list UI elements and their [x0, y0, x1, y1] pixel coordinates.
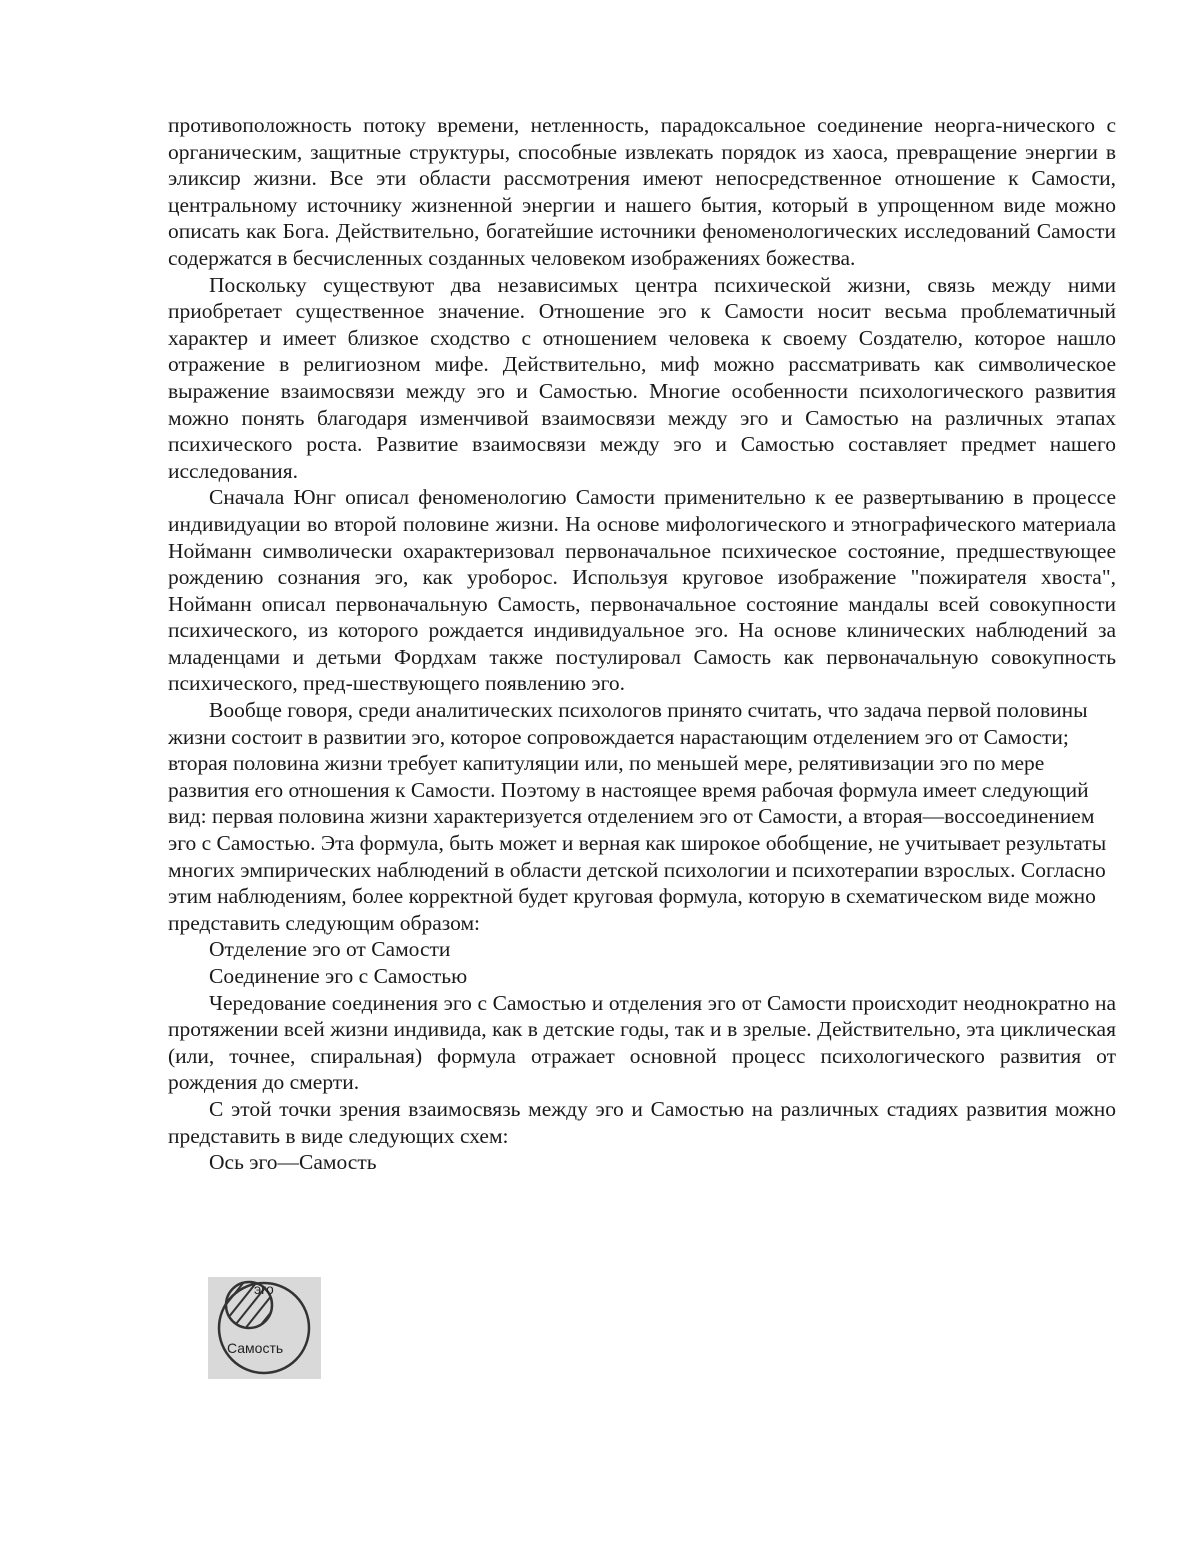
formula-line-union: Соединение эго с Самостью	[209, 964, 468, 988]
paragraph-6: С этой точки зрения взаимосвязь между эго и Самостью на различных стадиях развития можно представить в виде следующих схем:	[168, 1096, 1116, 1148]
paragraph-3: Сначала Юнг описал феноменологию Самости применительно к ее развертыванию в процессе индивидуации во второй половине жизни. На основе мифологического и этнографического материала Нойманн символически охарактеризовал первоначальное психическое состояние, предшествующее рождению сознания эго, как уроборос. Используя круговое изображение "пожирателя хвоста", Нойманн описал первоначальную Самость, первоначальное состояние мандалы всей совокупности психического, из которого рождается индивидуальное эго. На основе клинических наблюдений за младенцами и детьми Фордхам также постулировал Самость как первоначальную совокупность психического, пред-шествующего появлению эго.	[168, 485, 1116, 696]
paragraph-4: Вообще говоря, среди аналитических психологов принято считать, что задача первой половины жизни состоит в развитии эго, которое сопровождается нарастающим отделением эго от Самости; вторая половина жизни требует капитуляции или, по меньшей мере, релятивизации эго по мере развития его отношения к Самости. Поэтому в настоящее время рабочая формула имеет следующий вид: первая половина жизни характеризуется отделением эго от Самости, а вторая—воссоединением эго с Самостью. Эта формула, быть может и верная как широкое обобщение, не учитывает результаты многих эмпирических наблюдений в области детской психологии и психотерапии взрослых. Согласно этим наблюдениям, более корректной будет круговая формула, которую в схематическом виде можно представить следующим образом:	[168, 698, 1107, 935]
self-label: Самость	[227, 1340, 284, 1356]
ego-self-diagram-svg	[208, 1277, 321, 1379]
formula-line-separation: Отделение эго от Самости	[209, 937, 451, 962]
ego-self-diagram	[208, 1277, 321, 1379]
ego-label: эго	[254, 1281, 274, 1297]
paragraph-1: противоположность потоку времени, нетленность, парадоксальное соединение неорга-нического с органическим, защитные структуры, способные извлекать порядок из хаоса, превращение энергии в эликсир жизни. Все эти области рассмотрения имеют непосредственное отношение к Самости, центральному источнику жизненной энергии и нашего бытия, который в упрощенном виде можно описать как Бога. Действительно, богатейшие источники феноменологических исследований Самости содержатся в бесчисленных созданных человеком изображениях божества.	[168, 113, 1116, 270]
paragraph-5: Чередование соединения эго с Самостью и отделения эго от Самости происходит неоднократно на протяжении всей жизни индивида, как в детские годы, так и в зрелые. Действительно, эта циклическая (или, точнее, спиральная) формула отражает основной процесс психологического развития от рождения до смерти.	[168, 990, 1116, 1095]
figure-caption: Ось эго—Самость	[209, 1150, 377, 1175]
document-page	[168, 112, 1116, 1176]
paragraph-2: Поскольку существуют два независимых центра психической жизни, связь между ними приобретает существенное значение. Отношение эго к Самости носит весьма проблематичный характер и имеет близкое сходство с отношением человека к своему Создателю, которое нашло отражение в религиозном мифе. Действительно, миф можно рассматривать как символическое выражение взаимосвязи между эго и Самостью. Многие особенности психологического развития можно понять благодаря изменчивой взаимосвязи между эго и Самостью на различных этапах психического роста. Развитие взаимосвязи между эго и Самостью составляет предмет нашего исследования.	[168, 272, 1116, 483]
